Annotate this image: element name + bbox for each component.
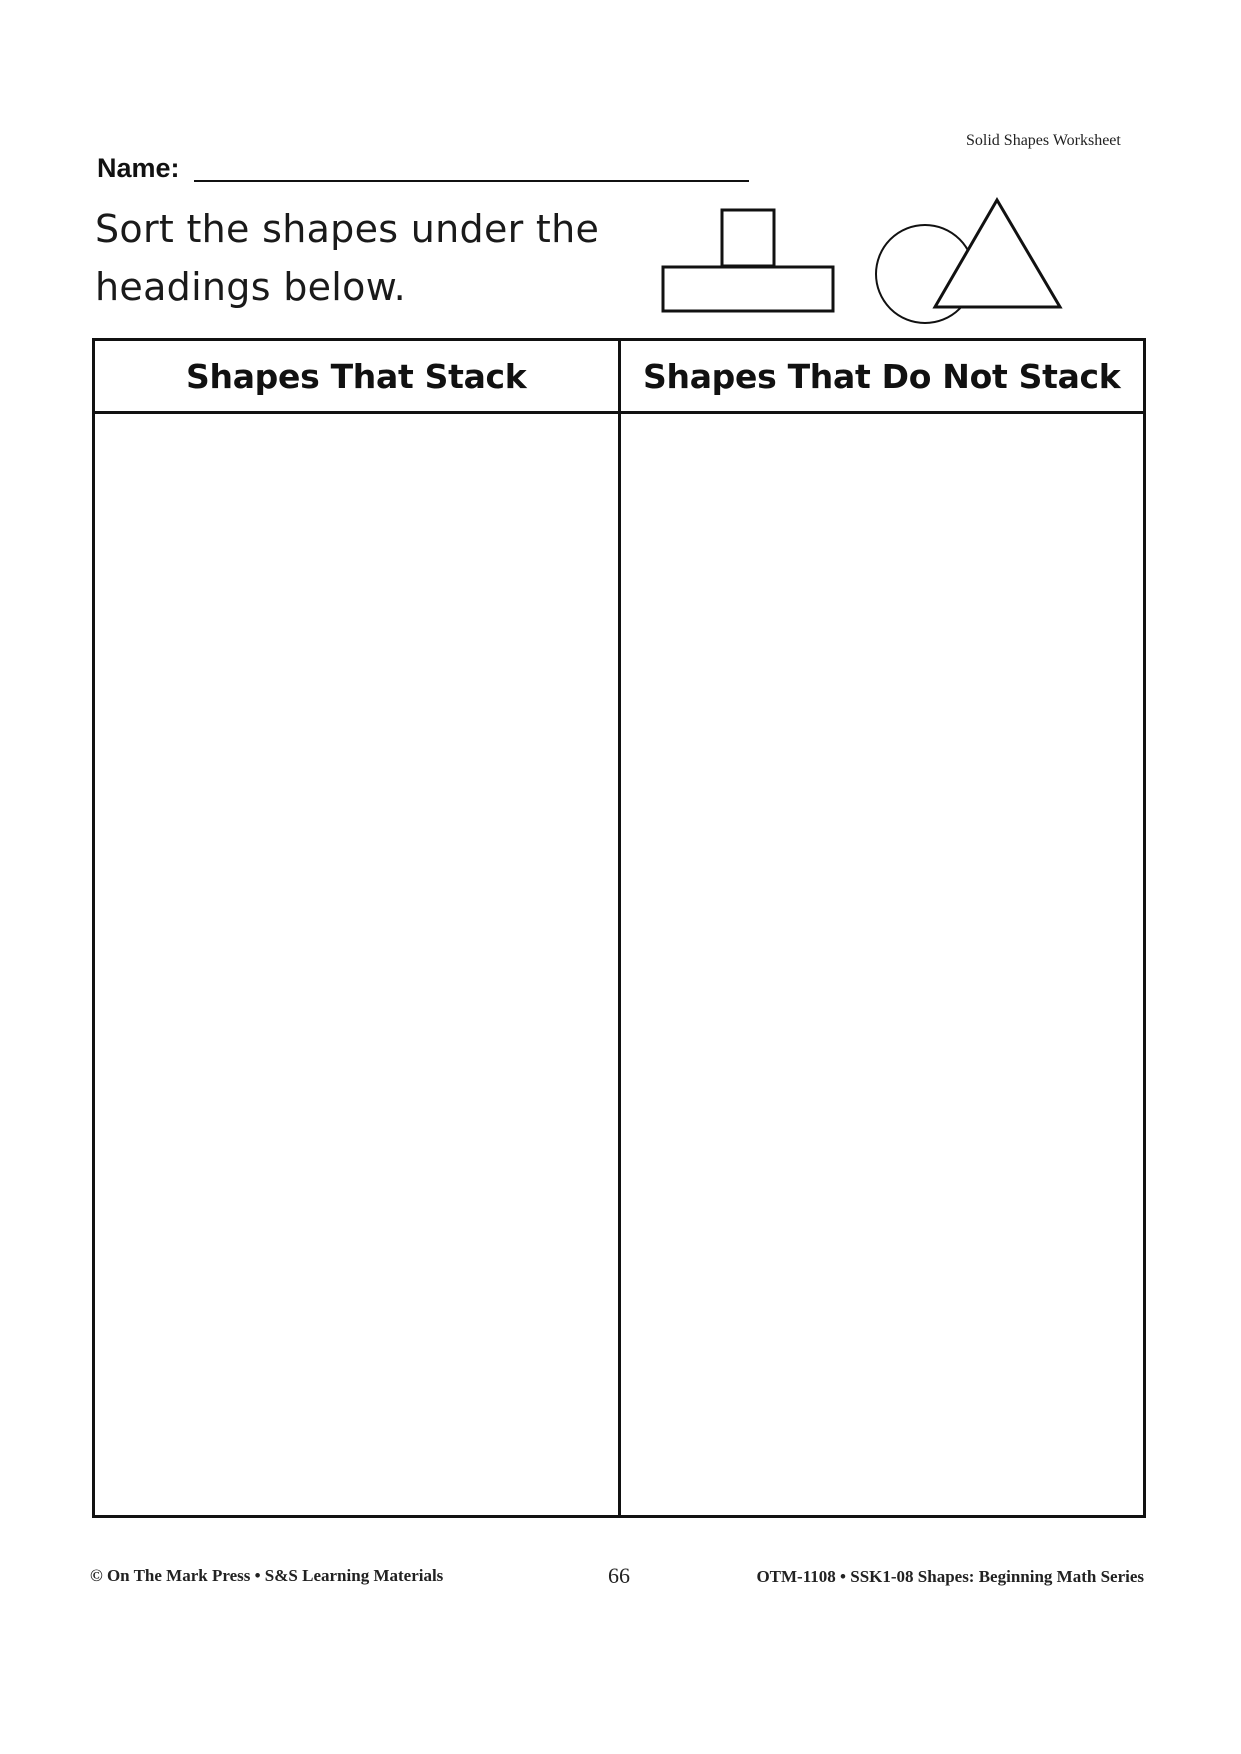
shape-icons	[655, 196, 1065, 326]
name-row	[97, 150, 749, 185]
instructions-line-1: Sort the shapes under the	[95, 207, 600, 251]
footer-publisher: © On The Mark Press • S&S Learning Materials	[90, 1566, 444, 1585]
instructions	[95, 200, 655, 316]
sorting-table	[92, 338, 1146, 1518]
answer-area-stack[interactable]	[95, 414, 618, 1515]
column-heading-do-not-stack: Shapes That Do Not Stack	[621, 341, 1144, 414]
worksheet-title: Solid Shapes Worksheet	[966, 132, 1121, 149]
instructions-line-2: headings below.	[95, 265, 406, 309]
column-heading-stack: Shapes That Stack	[95, 341, 618, 414]
column-do-not-stack	[618, 341, 1144, 1515]
answer-area-do-not-stack[interactable]	[621, 414, 1144, 1515]
column-stack	[95, 341, 618, 1515]
name-field[interactable]	[194, 150, 749, 182]
stacked-rectangles-icon	[663, 210, 833, 311]
name-label: Name:	[97, 153, 180, 183]
page-number: 66	[608, 1563, 630, 1588]
footer-series: OTM-1108 • SSK1-08 Shapes: Beginning Math Series	[756, 1567, 1144, 1586]
triangle-icon	[935, 200, 1060, 307]
